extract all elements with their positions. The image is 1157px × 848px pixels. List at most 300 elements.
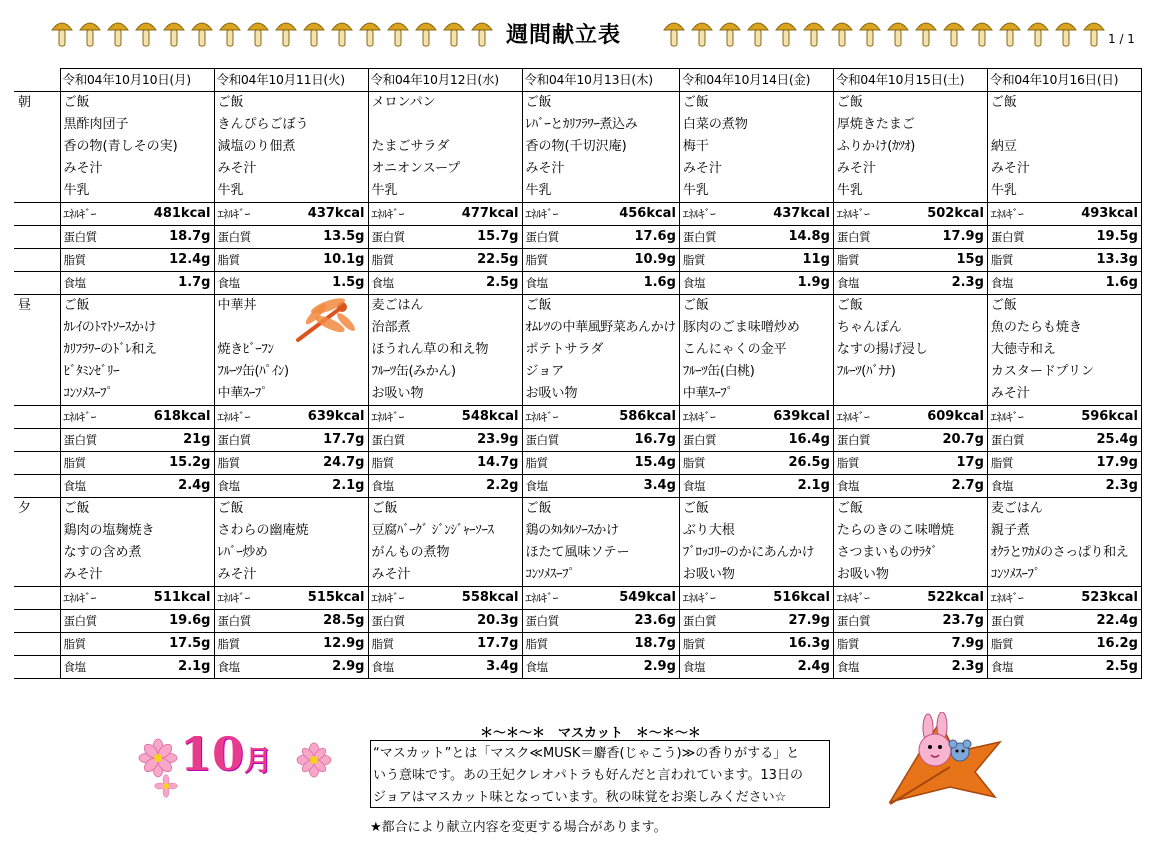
nutrient-label: 食塩 [836,660,860,674]
dish-cell: 白菜の煮物 [679,114,833,136]
nutrient-value: 17.7g [323,432,365,447]
nutrient-cell [679,272,833,295]
dish-row [14,520,1141,542]
dish-cell: 牛乳 [987,180,1141,203]
nutrient-cell [214,656,368,679]
rabbit-on-leaf-icon [880,712,1010,812]
nutrient-label: ｴﾈﾙｷﾞｰ [682,410,716,424]
nutrient-cell [833,203,987,226]
nutrient-cell [60,452,214,475]
nutrient-label: ｴﾈﾙｷﾞｰ [371,410,404,424]
nutrient-value: 596kcal [1081,409,1138,424]
nutrient-cell [368,226,522,249]
nutrient-row [14,610,1141,633]
nutrient-cell [833,587,987,610]
nutrient-cell [214,633,368,656]
month-badge [180,727,272,781]
nutrient-cell [368,633,522,656]
nutrient-value: 1.6g [643,275,676,290]
dish-cell: ﾌﾙｰﾂ缶(ﾊﾟｲﾝ) [214,361,368,383]
dish-cell [368,114,522,136]
mushroom-icon [1026,16,1050,50]
dish-cell: 厚焼きたまご [833,114,987,136]
nutrient-label: 食塩 [525,660,548,674]
nutrient-label: 蛋白質 [682,614,717,628]
dish-cell: ﾌﾞﾛｯｺﾘｰのかにあんかけ [679,542,833,564]
nutrient-label: 食塩 [371,479,394,493]
dish-cell: お吸い物 [679,564,833,587]
mushroom-icon [106,16,130,50]
nutrient-cell [60,610,214,633]
dish-cell: ｵﾑﾚﾂの中華風野菜あんかけ [522,317,679,339]
nutrient-value: 456kcal [619,206,676,221]
dragonfly-icon [290,296,360,346]
dish-cell: ご飯 [833,92,987,115]
mushroom-icon [218,16,242,50]
nutrient-label: 蛋白質 [990,230,1025,244]
nutrient-label: 脂質 [525,456,548,470]
nutrient-cell [987,610,1141,633]
nutrient-label: ｴﾈﾙｷﾞｰ [371,207,404,221]
dish-cell: ぶり大根 [679,520,833,542]
meal-label: 朝 [14,92,60,115]
nutrient-cell [679,656,833,679]
dish-cell: ふりかけ(ｶﾂｵ) [833,136,987,158]
dish-row [14,339,1141,361]
nutrient-cell [833,406,987,429]
nutrient-value: 3.4g [486,659,519,674]
nutrient-label: ｴﾈﾙｷﾞｰ [836,410,870,424]
menu-table [14,68,1142,679]
dish-row [14,180,1141,203]
nutrient-value: 7.9g [951,636,984,651]
nutrient-label: 食塩 [682,479,706,493]
nutrient-value: 26.5g [788,455,830,470]
dish-cell: ﾌﾙｰﾂ(ﾊﾞﾅﾅ) [833,361,987,383]
nutrient-label: 食塩 [63,660,86,674]
dish-cell: 減塩のり佃煮 [214,136,368,158]
nutrient-value: 3.4g [643,478,676,493]
dish-cell: ｵｸﾗとﾜｶﾒのさっぱり和え [987,542,1141,564]
nutrient-label: ｴﾈﾙｷﾞｰ [525,591,558,605]
dish-row [14,114,1141,136]
musk-title: ＊～＊～＊ マスカット ＊～＊～＊ [480,726,701,741]
nutrient-cell [522,249,679,272]
nutrient-cell [60,272,214,295]
nutrient-value: 16.4g [788,432,830,447]
dish-cell: ご飯 [214,92,368,115]
nutrient-value: 2.4g [178,478,211,493]
nutrient-cell [522,656,679,679]
nutrient-cell [833,633,987,656]
dish-cell: 香の物(千切沢庵) [522,136,679,158]
nutrient-value: 10.9g [634,252,676,267]
nutrient-cell [522,226,679,249]
dish-cell: こんにゃくの金平 [679,339,833,361]
dish-cell: ご飯 [987,295,1141,318]
mushroom-icon [386,16,410,50]
nutrient-label: 食塩 [63,479,86,493]
nutrient-row [14,452,1141,475]
nutrient-label: 蛋白質 [63,230,97,244]
dish-cell: みそ汁 [987,383,1141,406]
dish-cell: みそ汁 [214,158,368,180]
nutrient-value: 481kcal [153,206,211,221]
nutrient-cell [679,452,833,475]
nutrient-cell [833,610,987,633]
nutrient-label: 食塩 [217,276,240,290]
dish-cell: 牛乳 [368,180,522,203]
dish-cell: ご飯 [60,498,214,521]
dish-cell: 麦ごはん [987,498,1141,521]
nutrient-label: 蛋白質 [371,614,405,628]
nutrient-row [14,249,1141,272]
nutrient-label: ｴﾈﾙｷﾞｰ [63,410,96,424]
nutrient-value: 2.4g [797,659,830,674]
nutrient-cell [987,587,1141,610]
dish-cell: 牛乳 [522,180,679,203]
dish-cell [833,383,987,406]
nutrient-value: 20.3g [477,613,519,628]
nutrient-label: ｴﾈﾙｷﾞｰ [217,207,250,221]
mushroom-icon [190,16,214,50]
nutrient-cell [522,633,679,656]
nutrient-cell [368,475,522,498]
nutrient-cell [522,475,679,498]
nutrient-label: 脂質 [682,253,706,267]
change-notice: ★都合により献立内容を変更する場合があります。 [370,820,667,835]
nutrient-cell [60,587,214,610]
nutrient-label: 脂質 [836,637,860,651]
nutrient-label: 蛋白質 [217,230,251,244]
dish-cell: ご飯 [833,295,987,318]
nutrient-value: 1.6g [1105,275,1138,290]
nutrient-cell [987,633,1141,656]
nutrient-cell [368,429,522,452]
mushroom-border-left [50,16,494,50]
mushroom-icon [662,16,686,50]
mushroom-icon [1082,16,1106,50]
dish-row [14,92,1141,115]
nutrient-cell [214,475,368,498]
musk-info-box [370,740,830,808]
mushroom-icon [970,16,994,50]
dish-cell: ご飯 [522,295,679,318]
nutrient-label: ｴﾈﾙｷﾞｰ [990,591,1024,605]
dish-cell: みそ汁 [60,158,214,180]
dish-cell: 牛乳 [833,180,987,203]
nutrient-value: 10.1g [323,252,365,267]
nutrient-cell [833,272,987,295]
nutrient-cell [60,203,214,226]
nutrient-cell [60,249,214,272]
nutrient-row [14,203,1141,226]
nutrient-value: 618kcal [153,409,211,424]
dish-row [14,361,1141,383]
day-header: 令和04年10月14日(金) [679,69,833,92]
nutrient-value: 1.5g [332,275,365,290]
nutrient-cell [987,452,1141,475]
nutrient-label: 脂質 [990,456,1014,470]
nutrient-cell [522,429,679,452]
nutrient-cell [679,406,833,429]
nutrient-value: 15g [956,252,984,267]
nutrient-value: 523kcal [1081,590,1138,605]
nutrient-label: 蛋白質 [990,614,1025,628]
nutrient-value: 24.7g [323,455,365,470]
nutrient-value: 549kcal [619,590,676,605]
nutrient-cell [679,587,833,610]
nutrient-cell [987,406,1141,429]
nutrient-cell [833,226,987,249]
dish-cell: 中華ｽｰﾌﾟ [679,383,833,406]
nutrient-label: 食塩 [525,276,548,290]
nutrient-label: 蛋白質 [217,614,251,628]
nutrient-value: 2.2g [486,478,519,493]
nutrient-value: 586kcal [619,409,676,424]
nutrient-value: 19.5g [1096,229,1138,244]
nutrient-value: 22.4g [1096,613,1138,628]
dish-cell: みそ汁 [368,564,522,587]
nutrient-cell [214,272,368,295]
nutrient-cell [679,429,833,452]
nutrient-value: 16.3g [788,636,830,651]
nutrient-value: 20.7g [942,432,984,447]
dish-cell: みそ汁 [987,158,1141,180]
musk-line: いう意味です。あの王妃クレオパトラも好んだと言われています。13日の [373,768,803,783]
nutrient-value: 609kcal [927,409,984,424]
nutrient-cell [368,610,522,633]
nutrient-value: 23.7g [942,613,984,628]
mushroom-icon [858,16,882,50]
nutrient-label: 脂質 [682,637,706,651]
dish-cell: ﾌﾙｰﾂ缶(白桃) [679,361,833,383]
nutrient-label: ｴﾈﾙｷﾞｰ [217,591,250,605]
nutrient-value: 15.7g [477,229,519,244]
mushroom-icon [774,16,798,50]
nutrient-label: 脂質 [525,637,548,651]
nutrient-label: 食塩 [990,660,1014,674]
nutrient-cell [368,203,522,226]
nutrient-cell [214,406,368,429]
dish-cell: みそ汁 [679,158,833,180]
nutrient-cell [679,249,833,272]
dish-cell: ｶﾘﾌﾗﾜｰのﾄﾞﾚ和え [60,339,214,361]
nutrient-label: 蛋白質 [682,230,717,244]
dish-cell: ﾌﾙｰﾂ缶(みかん) [368,361,522,383]
dish-cell: ご飯 [833,498,987,521]
nutrient-cell [522,203,679,226]
mushroom-icon [802,16,826,50]
meal-label: 夕 [14,498,60,521]
nutrient-label: ｴﾈﾙｷﾞｰ [371,591,404,605]
dish-cell: 大徳寺和え [987,339,1141,361]
dish-cell: お吸い物 [833,564,987,587]
nutrient-value: 18.7g [169,229,211,244]
dish-cell: ご飯 [214,498,368,521]
dish-cell: たまごサラダ [368,136,522,158]
nutrient-label: 蛋白質 [836,230,871,244]
nutrient-value: 23.6g [634,613,676,628]
nutrient-label: 蛋白質 [63,433,97,447]
nutrient-value: 13.3g [1096,252,1138,267]
nutrient-cell [368,656,522,679]
nutrient-value: 2.5g [1105,659,1138,674]
nutrient-value: 437kcal [307,206,365,221]
nutrient-value: 18.7g [634,636,676,651]
nutrient-cell [368,272,522,295]
nutrient-label: 脂質 [217,456,240,470]
nutrient-cell [987,656,1141,679]
nutrient-value: 548kcal [461,409,519,424]
nutrient-row [14,587,1141,610]
dish-row [14,564,1141,587]
day-header: 令和04年10月16日(日) [987,69,1141,92]
dish-cell: みそ汁 [214,564,368,587]
nutrient-row [14,429,1141,452]
dish-row [14,498,1141,521]
nutrient-cell [60,226,214,249]
dish-cell: 豆腐ﾊﾞｰｸﾞ ｼﾞﾝｼﾞｬｰｿｰｽ [368,520,522,542]
dish-cell: 牛乳 [679,180,833,203]
mushroom-icon [274,16,298,50]
nutrient-label: 蛋白質 [525,230,559,244]
nutrient-label: ｴﾈﾙｷﾞｰ [682,207,716,221]
dish-cell: 香の物(青しその実) [60,136,214,158]
nutrient-label: 蛋白質 [525,614,559,628]
day-header: 令和04年10月13日(木) [522,69,679,92]
nutrient-label: ｴﾈﾙｷﾞｰ [63,591,96,605]
mushroom-icon [886,16,910,50]
dish-cell: お吸い物 [522,383,679,406]
nutrient-cell [214,249,368,272]
nutrient-label: 蛋白質 [217,433,251,447]
nutrient-label: 食塩 [525,479,548,493]
nutrient-value: 17.9g [1096,455,1138,470]
dish-cell: ｶﾚｲのﾄﾏﾄｿｰｽかけ [60,317,214,339]
nutrient-row [14,475,1141,498]
dish-cell: なすの揚げ浸し [833,339,987,361]
nutrient-label: 食塩 [990,276,1014,290]
nutrient-label: ｴﾈﾙｷﾞｰ [836,591,870,605]
nutrient-cell [60,429,214,452]
nutrient-value: 28.5g [323,613,365,628]
nutrient-value: 13.5g [323,229,365,244]
dish-cell: ポテトサラダ [522,339,679,361]
nutrient-value: 522kcal [927,590,984,605]
nutrient-label: 脂質 [682,456,706,470]
nutrient-value: 2.9g [332,659,365,674]
nutrient-value: 2.1g [178,659,211,674]
nutrient-label: ｴﾈﾙｷﾞｰ [836,207,870,221]
mushroom-icon [470,16,494,50]
nutrient-label: 食塩 [217,660,240,674]
nutrient-cell [522,587,679,610]
nutrient-value: 511kcal [153,590,211,605]
nutrient-cell [214,452,368,475]
nutrient-value: 21g [183,432,211,447]
nutrient-value: 2.9g [643,659,676,674]
dish-cell: 麦ごはん [368,295,522,318]
mushroom-icon [246,16,270,50]
nutrient-value: 14.8g [788,229,830,244]
dish-cell: 親子煮 [987,520,1141,542]
dish-cell: メロンパン [368,92,522,115]
dish-row [14,383,1141,406]
nutrient-label: 食塩 [217,479,240,493]
dish-cell: ｺﾝｿﾒｽｰﾌﾟ [60,383,214,406]
nutrient-value: 437kcal [773,206,830,221]
nutrient-cell [60,406,214,429]
nutrient-label: 脂質 [836,253,860,267]
nutrient-row [14,656,1141,679]
nutrient-cell [833,452,987,475]
nutrient-label: 蛋白質 [990,433,1025,447]
nutrient-label: 食塩 [990,479,1014,493]
nutrient-label: 脂質 [63,637,86,651]
nutrient-cell [368,587,522,610]
nutrient-value: 11g [802,252,830,267]
nutrient-value: 17.6g [634,229,676,244]
nutrient-cell [60,656,214,679]
nutrient-value: 2.7g [951,478,984,493]
nutrient-value: 17.9g [942,229,984,244]
nutrient-value: 1.7g [178,275,211,290]
nutrient-label: ｴﾈﾙｷﾞｰ [217,410,250,424]
dish-cell: ご飯 [679,498,833,521]
nutrient-value: 17.7g [477,636,519,651]
nutrient-label: ｴﾈﾙｷﾞｰ [990,410,1024,424]
nutrient-label: 食塩 [682,660,706,674]
mushroom-border-right [662,16,1106,50]
dish-cell: ジョア [522,361,679,383]
mushroom-icon [830,16,854,50]
nutrient-label: 脂質 [63,253,86,267]
nutrient-value: 23.9g [477,432,519,447]
nutrient-label: 脂質 [63,456,86,470]
dish-cell: ほたて風味ソテー [522,542,679,564]
nutrient-value: 493kcal [1081,206,1138,221]
nutrient-value: 16.2g [1096,636,1138,651]
dish-cell: ご飯 [368,498,522,521]
nutrient-cell [60,633,214,656]
nutrient-label: 脂質 [990,253,1014,267]
nutrient-value: 516kcal [773,590,830,605]
nutrient-value: 27.9g [788,613,830,628]
dish-cell: ほうれん草の和え物 [368,339,522,361]
dish-cell: なすの含め煮 [60,542,214,564]
nutrient-label: 食塩 [371,660,394,674]
nutrient-row [14,226,1141,249]
nutrient-label: 食塩 [371,276,394,290]
nutrient-value: 1.9g [797,275,830,290]
mushroom-icon [690,16,714,50]
mushroom-icon [50,16,74,50]
dish-cell: がんもの煮物 [368,542,522,564]
mushroom-icon [746,16,770,50]
day-header-row [14,69,1141,92]
nutrient-cell [214,226,368,249]
nutrient-value: 22.5g [477,252,519,267]
dish-cell: ﾋﾞﾀﾐﾝｾﾞﾘｰ [60,361,214,383]
page-title: 週間献立表 [506,23,622,48]
nutrient-cell [214,429,368,452]
nutrient-value: 2.1g [332,478,365,493]
dish-cell: お吸い物 [368,383,522,406]
nutrient-cell [833,656,987,679]
nutrient-cell [679,203,833,226]
nutrient-cell [833,429,987,452]
